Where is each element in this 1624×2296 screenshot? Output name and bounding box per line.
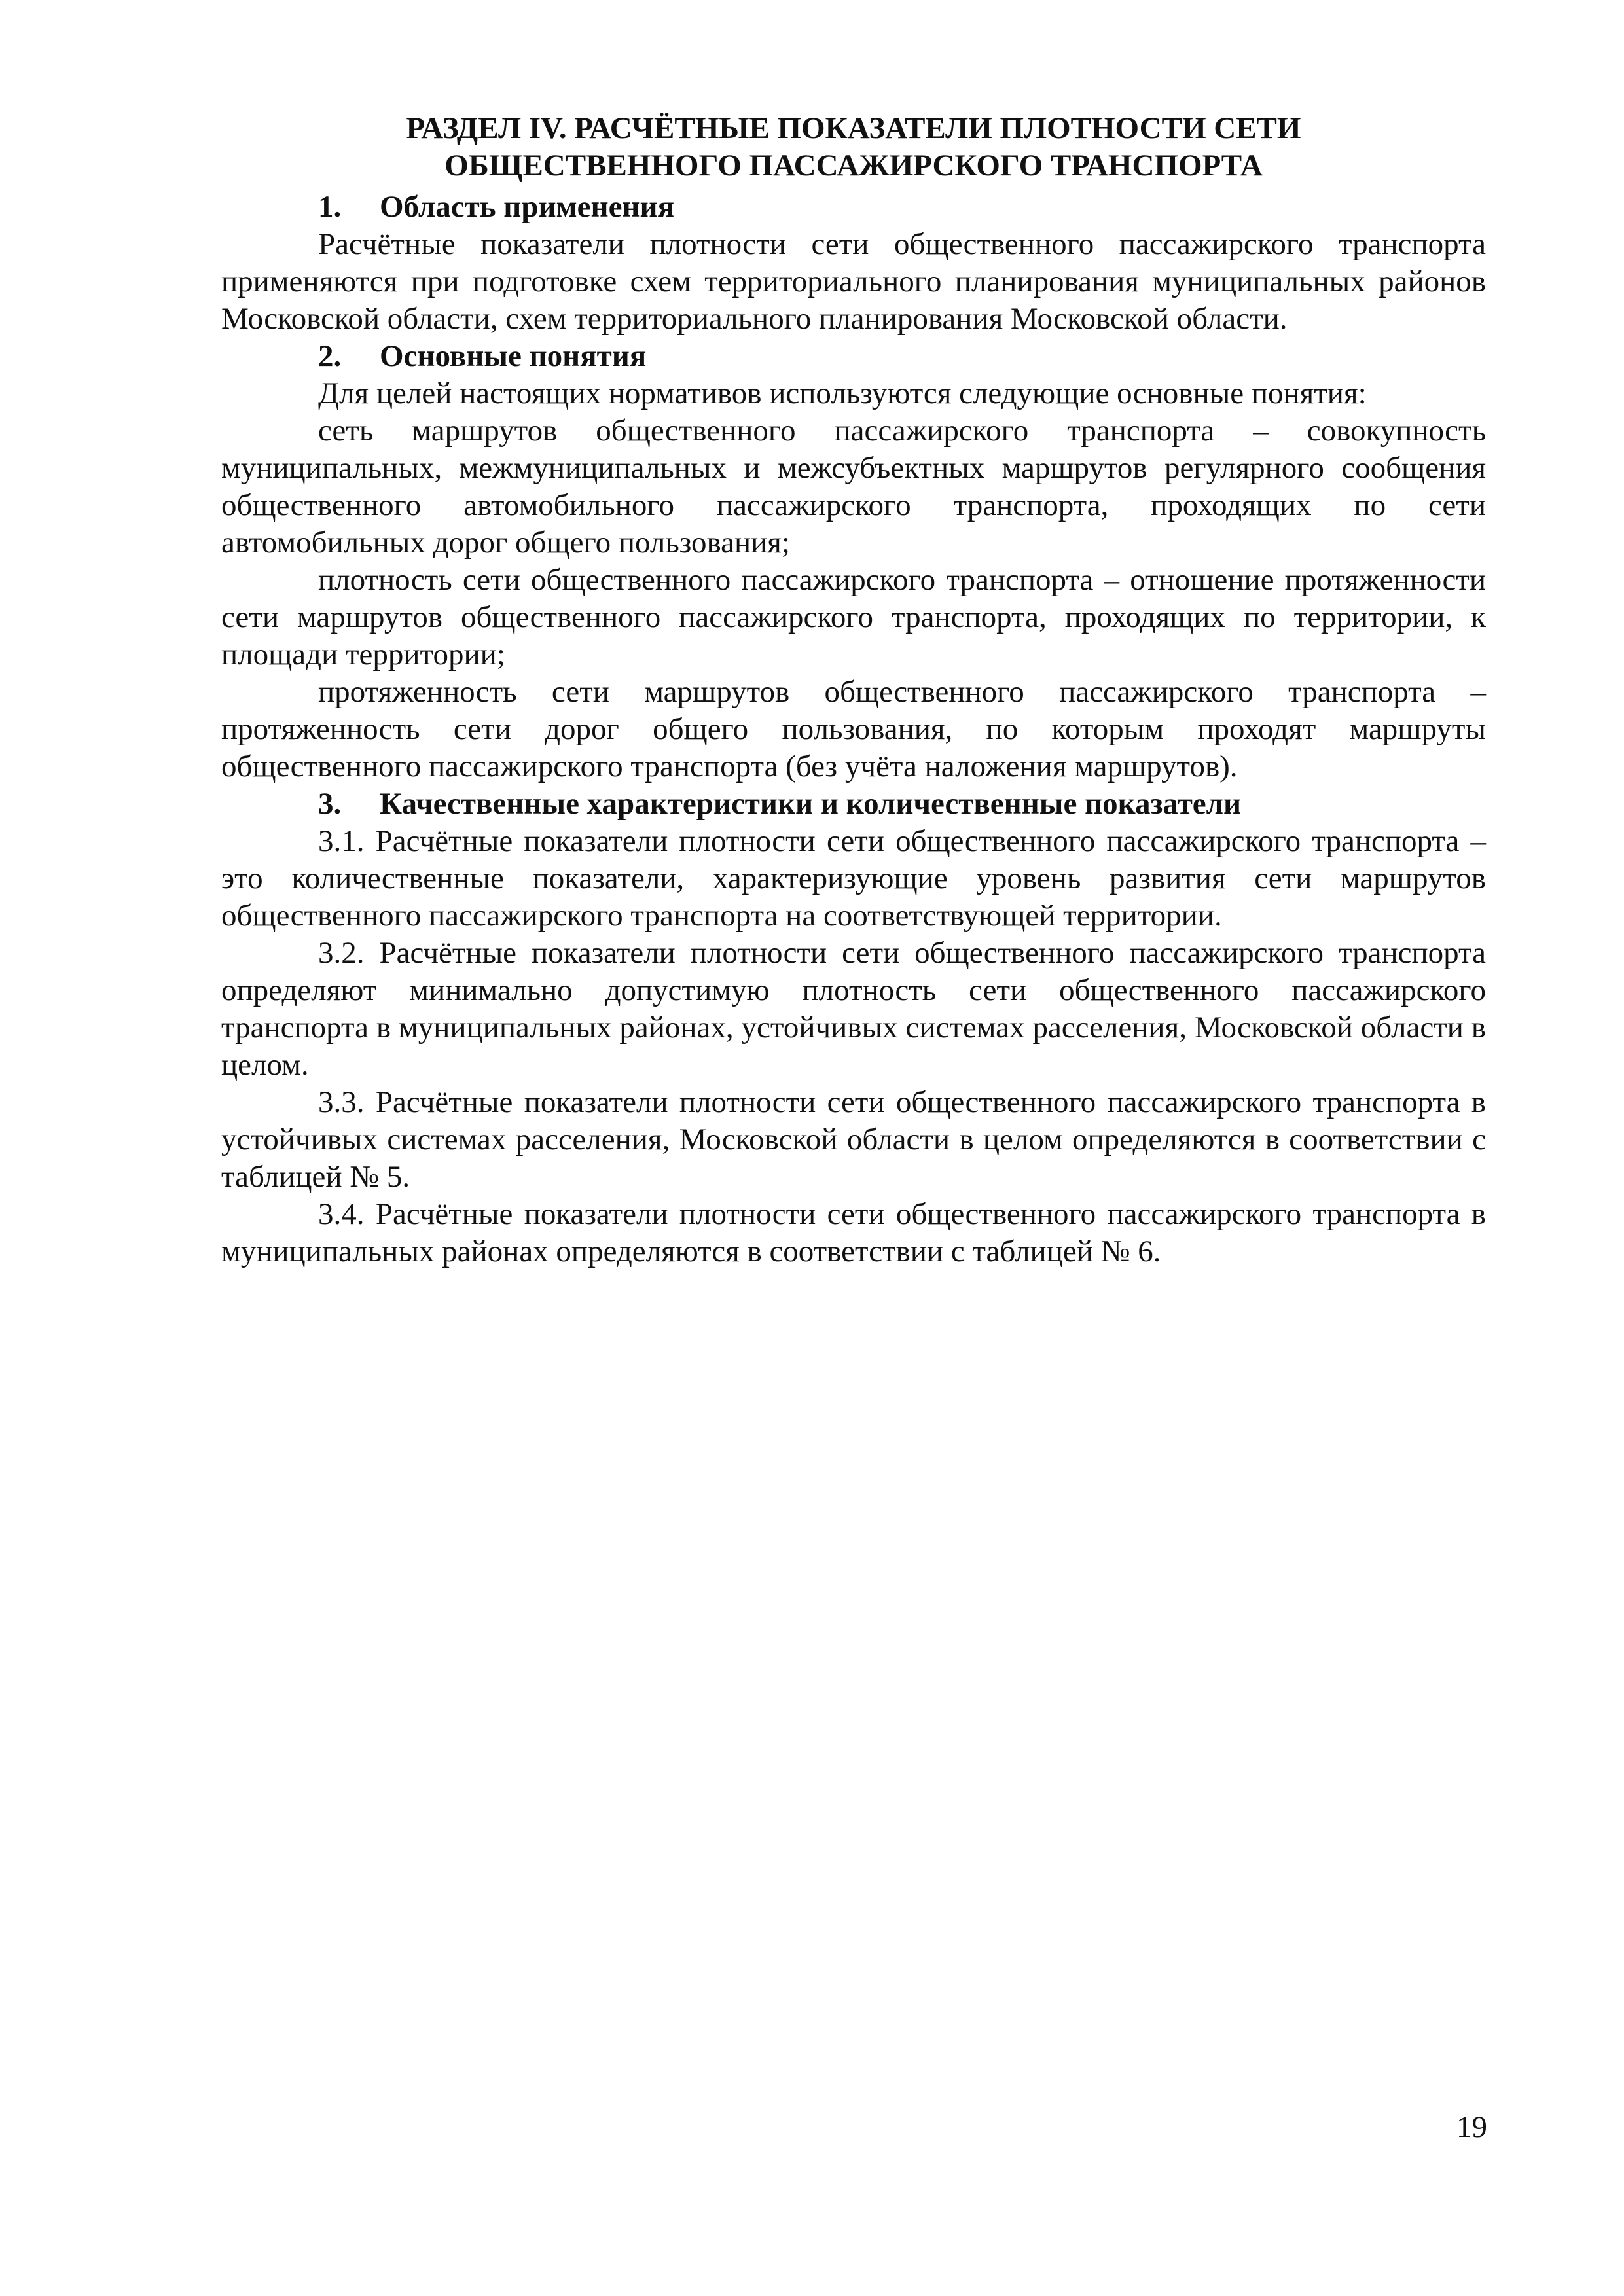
- document-body: [221, 110, 1486, 1270]
- section-heading-1: [221, 188, 1486, 226]
- paragraph: 3.4. Расчётные показатели плотности сети общественного пассажирского транспорта в муниципальных районах определяются в соответствии с таблицей № 6.: [221, 1197, 1486, 1268]
- page-number: 19: [1456, 2110, 1487, 2144]
- section-heading-3: [221, 785, 1486, 823]
- section-title-line-2: ОБЩЕСТВЕННОГО ПАССАЖИРСКОГО ТРАНСПОРТА: [444, 149, 1263, 183]
- paragraph: Расчётные показатели плотности сети общественного пассажирского транспорта применяются при подготовке схем территориального планирования муниципальных районов Московской области, схем территориального планирования Московской области.: [221, 227, 1486, 336]
- paragraph: 3.3. Расчётные показатели плотности сети общественного пассажирского транспорта в устойчивых системах расселения, Московской области в целом определяются в соответствии с таблицей № 5.: [221, 1085, 1486, 1194]
- paragraph: сеть маршрутов общественного пассажирского транспорта – совокупность муниципальных, межмуниципальных и межсубъектных маршрутов регулярного сообщения общественного автомобильного пассажирского транспорта, проходящих по сети автомобильных дорог общего пользования;: [221, 414, 1486, 560]
- section-number: 2.: [318, 339, 342, 373]
- paragraph: плотность сети общественного пассажирского транспорта – отношение протяженности сети маршрутов общественного пассажирского транспорта, проходящих по территории, к площади территории;: [221, 563, 1486, 672]
- section-heading-text: Основные понятия: [380, 339, 647, 373]
- section-number: 1.: [318, 190, 342, 224]
- section-heading-2: [221, 338, 1486, 375]
- section-number: 3.: [318, 787, 342, 821]
- paragraph: протяженность сети маршрутов общественного пассажирского транспорта – протяженность сети дорог общего пользования, по которым проходят маршруты общественного пассажирского транспорта (без учёта наложения маршрутов).: [221, 675, 1486, 783]
- section-heading-text: Область применения: [380, 190, 675, 224]
- section-title-line-1: РАЗДЕЛ IV. РАСЧЁТНЫЕ ПОКАЗАТЕЛИ ПЛОТНОСТИ СЕТИ: [406, 111, 1301, 145]
- paragraph: Для целей настоящих нормативов используются следующие основные понятия:: [318, 376, 1367, 410]
- section-title: [221, 110, 1486, 185]
- paragraph: 3.2. Расчётные показатели плотности сети общественного пассажирского транспорта определяют минимально допустимую плотность сети общественного пассажирского транспорта в муниципальных районах, устойчивых системах расселения, Московской области в целом.: [221, 936, 1486, 1082]
- paragraph: 3.1. Расчётные показатели плотности сети общественного пассажирского транспорта – это количественные показатели, характеризующие уровень развития сети маршрутов общественного пассажирского транспорта на соответствующей территории.: [221, 824, 1486, 933]
- section-heading-text: Качественные характеристики и количественные показатели: [380, 787, 1242, 821]
